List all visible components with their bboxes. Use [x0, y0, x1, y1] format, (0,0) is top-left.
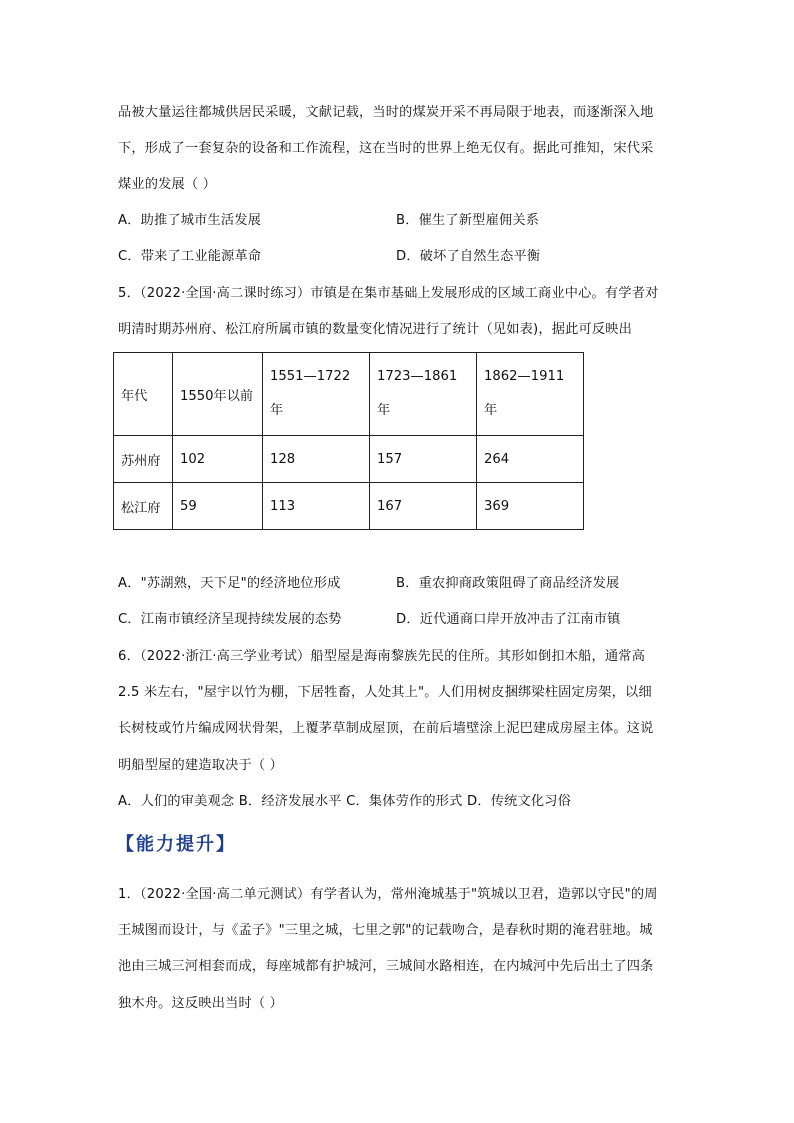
- table-cell: 松江府: [114, 483, 173, 530]
- q6-options: A．人们的审美观念 B．经济发展水平 C．集体劳作的形式 D．传统文化习俗: [118, 794, 572, 809]
- q1-text-line-3: 池由三城三河相套而成，每座城都有护城河，三城间水路相连，在内城河中先后出土了四条: [118, 959, 654, 974]
- q4-option-c: C．带来了工业能源革命: [118, 249, 262, 264]
- table-cell: 167: [370, 483, 477, 530]
- q5-text-line-2: 明清时期苏州府、松江府所属市镇的数量变化情况进行了统计（见如表)，据此可反映出: [118, 322, 633, 337]
- section-title: 【能力提升】: [116, 834, 236, 855]
- table-row: [114, 436, 584, 483]
- q5-option-b: B．重农抑商政策阻碍了商品经济发展: [396, 576, 620, 591]
- q6-text-line-3: 长树枝或竹片编成网状骨架，上覆茅草制成屋顶，在前后墙壁涂上泥巴建成房屋主体。这说: [118, 721, 654, 736]
- market-town-table: [113, 352, 584, 530]
- table-cell: 157: [370, 436, 477, 483]
- table-cell: 264: [477, 436, 584, 483]
- table-header-row: [114, 353, 584, 436]
- table-cell: 369: [477, 483, 584, 530]
- q4-option-b: B．催生了新型雇佣关系: [396, 213, 540, 228]
- q5-text-line-1: 5．（2022·全国·高二课时练习）市镇是在集市基础上发展形成的区域工商业中心。有学者对: [118, 286, 659, 301]
- q1-text-line-1: 1．（2022·全国·高二单元测试）有学者认为，常州淹城基于"筑城以卫君，造郭以守民"的周: [118, 887, 658, 902]
- q4-text-line-1: 品被大量运往都城供居民采暖，文献记载，当时的煤炭开采不再局限于地表，而逐渐深入地: [118, 105, 654, 120]
- q4-option-d: D．破坏了自然生态平衡: [396, 249, 541, 264]
- table-header-cell: 年代: [114, 353, 173, 436]
- q5-option-a: A．"苏湖熟，天下足"的经济地位形成: [118, 576, 341, 591]
- q5-option-c: C．江南市镇经济呈现持续发展的态势: [118, 612, 342, 627]
- table-cell: 苏州府: [114, 436, 173, 483]
- q4-text-line-3: 煤业的发展（ ）: [118, 177, 217, 192]
- q6-text-line-4: 明船型屋的建造取决于（ ）: [118, 758, 284, 773]
- table-header-cell: 1723—1861 年: [370, 353, 477, 436]
- table-cell: 59: [173, 483, 263, 530]
- q4-text-line-2: 下，形成了一套复杂的设备和工作流程，这在当时的世界上绝无仅有。据此可推知，宋代采: [118, 141, 654, 156]
- q6-text-line-2: 2.5 米左右，"屋宇以竹为棚，下居牲畜，人处其上"。人们用树皮捆绑梁柱固定房架，以细: [118, 685, 652, 700]
- table-header-cell: 1862—1911 年: [477, 353, 584, 436]
- table-header-cell: 1551—1722 年: [263, 353, 370, 436]
- q4-option-a: A．助推了城市生活发展: [118, 213, 262, 228]
- q1-text-line-2: 王城图而设计，与《孟子》"三里之城，七里之郭"的记载吻合，是春秋时期的淹君驻地。城: [118, 923, 653, 938]
- table-cell: 102: [173, 436, 263, 483]
- table-cell: 113: [263, 483, 370, 530]
- q1-text-line-4: 独木舟。这反映出当时（ ）: [118, 996, 284, 1011]
- table-header-cell: 1550年以前: [173, 353, 263, 436]
- table-row: [114, 483, 584, 530]
- q6-text-line-1: 6．（2022·浙江·高三学业考试）船型屋是海南黎族先民的住所。其形如倒扣木船，通常高: [118, 649, 646, 664]
- table-cell: 128: [263, 436, 370, 483]
- q5-option-d: D．近代通商口岸开放冲击了江南市镇: [396, 612, 621, 627]
